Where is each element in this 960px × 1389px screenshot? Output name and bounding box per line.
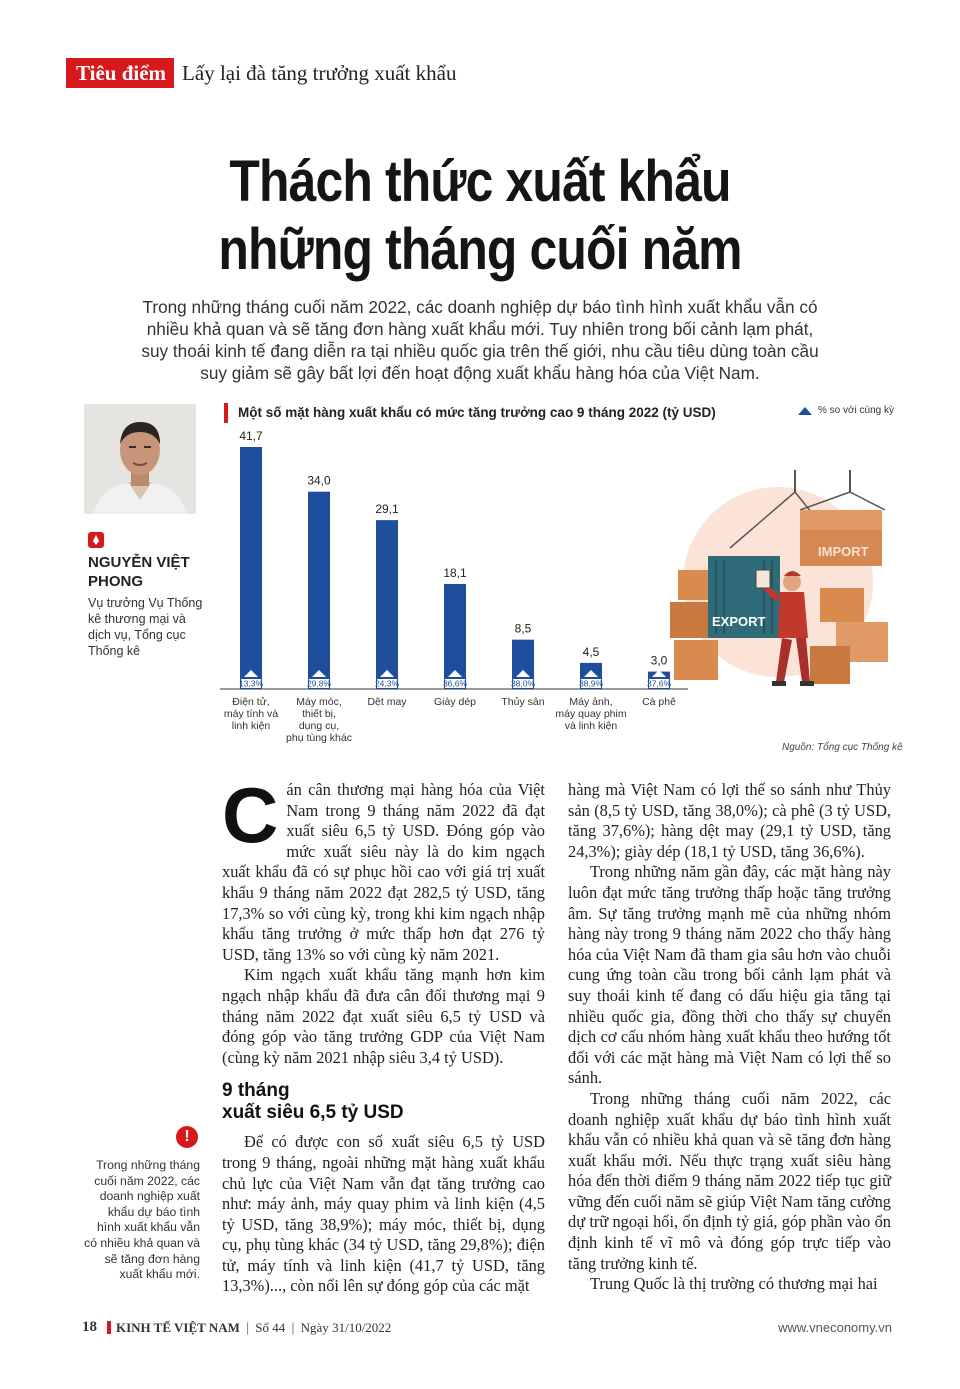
- bar-value-label: 18,1: [443, 565, 467, 580]
- article-title: [67, 148, 893, 284]
- category-label: Máy ảnh,: [569, 696, 613, 708]
- paragraph: Trong những năm gần đây, các mặt hàng này luôn đạt mức tăng trưởng thấp hoặc tăng trưởng âm. Sự tăng trưởng mạnh mẽ của những nhóm hàng này trong 9 tháng năm 2022 cho thấy hàng hóa của Việt Nam đã tham gia sâu hơn vào chuỗi cung ứng toàn cầu trong bối cảnh lạm phát và suy thoái kinh tế đang có dấu hiệu gia tăng tại nhiều quốc gia, đồng thời cho thấy sự chuyển dịch cơ cấu nhóm hàng xuất khẩu theo hướng tốt đối với các mặt hàng mà Việt Nam có lợi thế so sánh.: [568, 862, 891, 1088]
- pen-icon: [88, 532, 104, 548]
- article-lead: Trong những tháng cuối năm 2022, các doanh nghiệp dự báo tình hình xuất khẩu vẫn có nhiều khả quan và sẽ tăng đơn hàng xuất khẩu mới. Tuy nhiên trong bối cảnh lạm phát, suy thoái kinh tế đang diễn ra tại nhiều quốc gia trên thế giới, nhu cầu tiêu dùng toàn cầu suy giảm sẽ gây bất lợi đến hoạt động xuất khẩu hàng hóa của Việt Nam.: [141, 297, 819, 383]
- body-column-2: [568, 780, 891, 1295]
- category-label: linh kiện: [231, 720, 271, 732]
- category-label: phụ tùng khác: [286, 732, 352, 744]
- category-label: dụng cụ,: [298, 720, 340, 732]
- drop-cap: C: [222, 771, 279, 859]
- alert-icon: !: [176, 1126, 198, 1148]
- body-column-1: [222, 771, 545, 1297]
- author-photo: [84, 404, 196, 514]
- issue-date: Ngày 31/10/2022: [300, 1319, 392, 1335]
- separator: |: [291, 1320, 295, 1335]
- category-label: Dệt may: [367, 696, 407, 708]
- author-name: [88, 553, 190, 591]
- category-label: Máy móc,: [296, 696, 342, 708]
- footer-accent: [107, 1321, 111, 1334]
- page-footer: [82, 1319, 391, 1336]
- chart-legend: [798, 405, 894, 416]
- category-label: Thủy sản: [501, 696, 545, 708]
- category-label: máy quay phim: [555, 708, 627, 720]
- category-label: Điện tử,: [232, 696, 270, 708]
- magazine-name: KINH TẾ VIỆT NAM: [116, 1319, 240, 1335]
- subheading-line-1: 9 tháng: [222, 1080, 290, 1102]
- website-link[interactable]: www.vneconomy.vn: [778, 1320, 892, 1335]
- import-label: IMPORT: [818, 544, 869, 559]
- export-label: EXPORT: [712, 614, 766, 629]
- pull-quote: Trong những tháng cuối năm 2022, các doanh nghiệp xuất khẩu dự báo tình hình xuất khẩu vẫn có nhiều khả quan và sẽ tăng đơn hàng xuất khẩu mới.: [84, 1158, 200, 1282]
- bar-chart: [220, 425, 690, 755]
- bar: [376, 520, 398, 689]
- category-label: máy tính và: [223, 708, 279, 720]
- bar-value-label: 41,7: [239, 429, 263, 443]
- growth-label: 24,3%: [374, 678, 400, 689]
- export-import-illustration: [660, 470, 895, 700]
- growth-label: 38,0%: [510, 678, 536, 689]
- bar-value-label: 4,5: [582, 644, 600, 659]
- issue-number: Số 44: [255, 1319, 286, 1335]
- chart-source: Nguồn: Tổng cục Thống kê: [782, 742, 903, 753]
- paragraph: hàng mà Việt Nam có lợi thế so sánh như Thủy sản (8,5 tỷ USD, tăng 38,0%); cà phê (3 tỷ USD, tăng 37,6%); hàng dệt may (29,1 tỷ USD, tăng 24,3%); giày dép (18,1 tỷ USD, tăng 36,6%).: [568, 780, 891, 861]
- subheading: [222, 1080, 545, 1124]
- paragraph-text: án cân thương mại hàng hóa của Việt Nam trong 9 tháng năm 2022 đã đạt xuất siêu 6,5 tỷ USD. Đóng góp vào mức xuất siêu này là do kim ngạch xuất khẩu đã có sự phục hồi cao với giá trị xuất khẩu 9 tháng năm 2022 đạt 282,5 tỷ USD, tăng 17,3% so với cùng kỳ, trong khi kim ngạch nhập khẩu tăng trưởng ở mức thấp hơn đạt 276 tỷ USD, tăng 13% so với cùng kỳ năm 2021.: [222, 780, 545, 964]
- subheading-line-2: xuất siêu 6,5 tỷ USD: [222, 1102, 404, 1124]
- triangle-up-icon: [798, 407, 812, 415]
- category-label: thiết bị,: [302, 708, 336, 720]
- bar-value-label: 8,5: [514, 621, 532, 636]
- separator: |: [245, 1320, 250, 1335]
- title-line-2: những tháng cuối năm: [218, 217, 742, 282]
- category-label: Cà phê: [642, 696, 676, 708]
- author-name-line-1: NGUYỄN VIỆT: [88, 554, 190, 571]
- growth-label: 29,8%: [306, 678, 332, 689]
- bar-value-label: 34,0: [307, 473, 331, 488]
- growth-label: 37,6%: [646, 678, 672, 689]
- bar-value-label: 3,0: [650, 653, 668, 668]
- author-name-line-2: PHONG: [88, 573, 144, 590]
- chart-header: [224, 403, 900, 423]
- paragraph: Trong những tháng cuối năm 2022, các doanh nghiệp xuất khẩu dự báo tình hình xuất khẩu vẫn có nhiều khả quan và sẽ tăng đơn hàng xuất khẩu mới. Nếu thực trạng xuất siêu hàng hóa đến thời điểm 9 tháng năm 2022 tiếp tục giữ vững đến cuối năm sẽ giúp Việt Nam tăng cường dự trữ ngoại hối, ổn định tỷ giá, góp phần vào ổn định kinh tế vĩ mô và đóng góp trực tiếp vào tăng trưởng kinh tế.: [568, 1088, 891, 1273]
- growth-label: 13,3%: [238, 678, 264, 689]
- category-label: Giày dép: [433, 696, 477, 708]
- bar: [240, 447, 262, 689]
- category-label: và linh kiện: [564, 720, 618, 732]
- legend-label: % so với cùng kỳ: [817, 405, 894, 416]
- author-role: Vụ trưởng Vụ Thống kê thương mại và dịch vụ, Tổng cục Thống kê: [88, 596, 203, 658]
- paragraph: Kim ngạch xuất khẩu tăng mạnh hơn kim ngạch nhập khẩu đã đưa cân đối thương mại 9 tháng năm 2022 đạt xuất siêu 6,5 tỷ USD và đóng góp vào tăng trưởng GDP của Việt Nam (cùng kỳ năm 2021 nhập siêu 3,4 tỷ USD).: [222, 965, 545, 1067]
- page-number: 18: [82, 1319, 97, 1335]
- paragraph: Để có được con số xuất siêu 6,5 tỷ USD trong 9 tháng, ngoài những mặt hàng xuất khẩu chủ lực của Việt Nam vẫn đạt tăng trưởng cao như: máy ảnh, máy quay phim và linh kiện (4,5 tỷ USD, tăng 38,9%); máy móc, thiết bị, dụng cụ, phụ tùng khác (34 tỷ USD, tăng 29,8%); điện tử, máy tính và linh kiện (41,7 tỷ USD, tăng 13,3%)..., còn nổi lên sự đóng góp của các mặt: [222, 1132, 545, 1296]
- growth-label: 36,6%: [442, 678, 468, 689]
- section-header: [66, 58, 456, 88]
- paragraph: [222, 771, 545, 965]
- bar: [308, 492, 330, 689]
- bar-value-label: 29,1: [375, 502, 399, 517]
- chart-title: Một số mặt hàng xuất khẩu có mức tăng trưởng cao 9 tháng 2022 (tỷ USD): [238, 405, 716, 420]
- section-subtitle: Lấy lại đà tăng trưởng xuất khẩu: [182, 60, 457, 85]
- section-tag: Tiêu điểm: [66, 58, 174, 88]
- growth-label: 38,9%: [578, 678, 604, 689]
- title-line-1: Thách thức xuất khẩu: [229, 149, 731, 214]
- paragraph: Trung Quốc là thị trường có thương mại hai: [590, 1274, 878, 1294]
